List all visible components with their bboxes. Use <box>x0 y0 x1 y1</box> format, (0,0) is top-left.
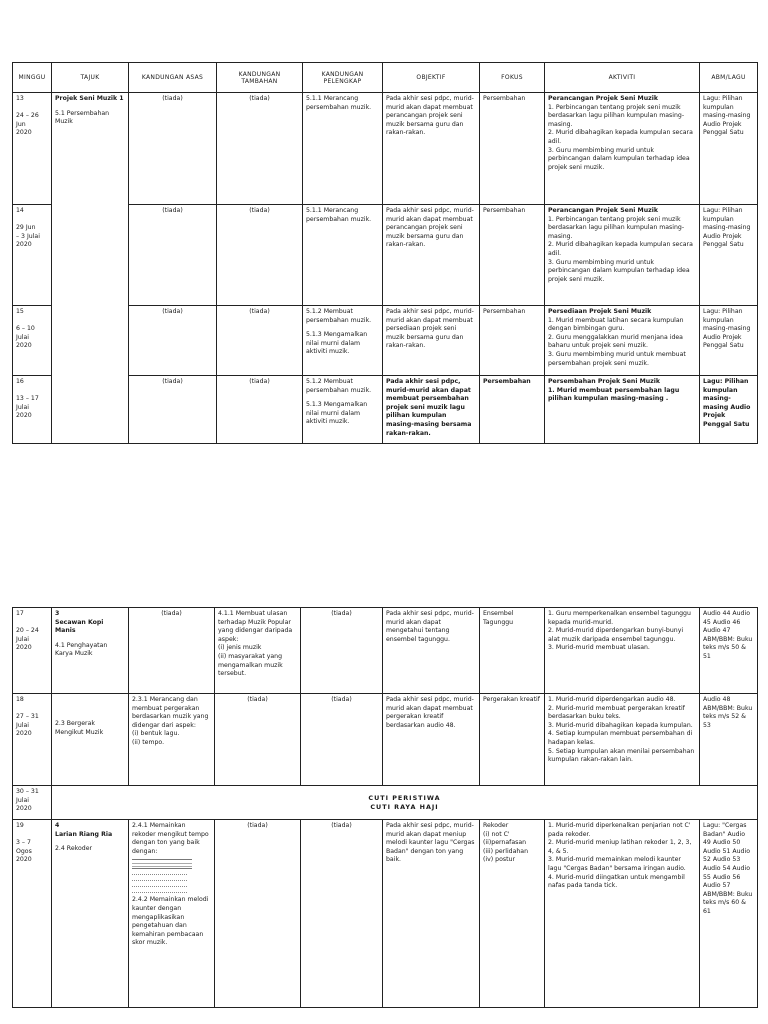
pelengkap-text: 5.1.1 Merancang persembahan muzik. <box>306 95 372 111</box>
cell-minggu <box>13 786 52 820</box>
minggu-text <box>16 216 48 225</box>
aktiviti-text: 1. Guru memperkenalkan ensembel tagunggu kepada murid-murid. <box>548 610 691 626</box>
cell-fokus <box>480 820 545 1008</box>
minggu-text: 2020 <box>16 342 32 350</box>
aktiviti-title: Persediaan Projek Seni Muzik <box>548 308 652 315</box>
header-tajuk: TAJUK <box>52 63 129 93</box>
fokus-text: (iii) perlidahan <box>483 847 529 855</box>
fokus-text: Pergerakan kreatif <box>483 696 540 703</box>
tajuk-text: 2.4 Rekoder <box>55 845 93 853</box>
cell-objektif <box>383 306 480 376</box>
minggu-text: 13 <box>16 95 24 102</box>
cell-objektif <box>383 608 480 694</box>
table-row <box>13 93 758 205</box>
cell-fokus <box>480 608 545 694</box>
aktiviti-text: 1. Perbincangan tentang projek seni muzik berdasarkan lagu pilihan kumpulan masing-masing. <box>548 215 685 240</box>
table-row <box>13 608 758 694</box>
cell-aktiviti <box>545 608 700 694</box>
abm-text: Audio 48 ABM/BBM: Buku teks m/s 52 & 53 <box>703 696 753 729</box>
minggu-text: 19 <box>16 822 24 829</box>
aktiviti-text: 1. Murid-murid diperkenalkan penjarian not C' pada rekoder. <box>548 822 691 838</box>
cell-abm-lagu <box>700 608 758 694</box>
fokus-text: (ii)pernafasan <box>483 839 527 847</box>
aktiviti-text: 2. Guru menggalakkan murid menjana idea baharu untuk projek seni muzik. <box>548 333 683 350</box>
cell-objektif <box>383 93 480 205</box>
aktiviti-text: 4. Setiap kumpulan membuat persembahan di hadapan kelas. <box>548 730 693 746</box>
header-aktiviti: AKTIVITI <box>545 63 700 93</box>
header-objektif: OBJEKTIF <box>383 63 480 93</box>
pelengkap-text: 5.1.3 Mengamalkan nilai murni dalam aktiviti muzik. <box>306 331 368 356</box>
aktiviti-text: 3. Guru membimbing murid untuk perbincangan dalam kumpulan terhadap idea projek seni muzik. <box>548 258 690 283</box>
cell-tajuk <box>52 93 129 444</box>
minggu-text <box>16 104 48 113</box>
fokus-text: Rekoder <box>483 822 509 829</box>
cell-kandungan-pelengkap <box>303 306 383 376</box>
header-kandungan-pelengkap: KANDUNGAN PELENGKAP <box>303 63 383 93</box>
cell-kandungan-pelengkap <box>303 376 383 444</box>
tajuk-title: Larian Riang Ria <box>55 830 113 838</box>
cell-cuti <box>52 786 758 820</box>
aktiviti-text: 5. Setiap kumpulan akan menilai persembahan kumpulan rakan-rakan lain. <box>548 747 695 764</box>
tambahan-text: (tiada) <box>247 696 268 703</box>
fokus-text: Persembahan <box>483 308 526 315</box>
minggu-text: 18 <box>16 696 24 703</box>
minggu-text: 30 – 31 <box>16 788 39 795</box>
cell-objektif <box>383 205 480 306</box>
aktiviti-text: 2. Murid dibahagikan kepada kumpulan secara adil. <box>548 241 693 257</box>
asas-text: (tiada) <box>162 308 183 315</box>
aktiviti-text: 3. Murid-murid dibahagikan kepada kumpulan. <box>548 721 693 729</box>
fokus-text: (iv) postur <box>483 856 516 864</box>
abm-text: Lagu: Pilihan kumpulan masing-masing Audio Projek Penggal Satu <box>703 378 751 428</box>
minggu-text: 2020 <box>16 805 32 813</box>
tambahan-text: (tiada) <box>249 378 270 385</box>
cell-aktiviti <box>545 93 700 205</box>
aktiviti-text: 3. Murid-murid membuat ulasan. <box>548 644 650 652</box>
cell-abm-lagu <box>700 694 758 786</box>
cell-kandungan-asas <box>129 694 215 786</box>
objektif-text: Pada akhir sesi pdpc, murid-murid akan dapat meniup melodi kaunter lagu "Cergas Badan" dengan ton yang baik. <box>386 822 475 864</box>
objektif-text: Pada akhir sesi pdpc, murid-murid akan dapat mengetahui tentang ensembel tagunggu. <box>386 610 474 643</box>
tambahan-text: (tiada) <box>249 308 270 315</box>
minggu-text: 15 <box>16 308 24 315</box>
cell-abm-lagu <box>700 306 758 376</box>
tajuk-number: 3 <box>55 610 60 617</box>
aktiviti-text: 3. Guru membimbing murid untuk perbincangan dalam kumpulan terhadap idea projek seni muzik. <box>548 146 690 171</box>
minggu-text: Ogos <box>16 847 32 855</box>
minggu-text: 2020 <box>16 241 32 249</box>
cell-fokus <box>480 205 545 306</box>
cell-kandungan-tambahan <box>215 694 301 786</box>
cell-minggu <box>13 306 52 376</box>
cell-fokus <box>480 93 545 205</box>
cell-aktiviti <box>545 694 700 786</box>
minggu-text: 17 <box>16 610 24 617</box>
cell-aktiviti <box>545 376 700 444</box>
aktiviti-text: 2. Murid dibahagikan kepada kumpulan secara adil. <box>548 129 693 145</box>
aktiviti-text: 1. Murid membuat persembahan lagu pilihan kumpulan masing-masing . <box>548 386 680 403</box>
cell-kandungan-pelengkap <box>303 205 383 306</box>
aktiviti-title: Persembahan Projek Seni Muzik <box>548 378 661 385</box>
minggu-text <box>16 705 48 714</box>
header-kandungan-tambahan: KANDUNGAN TAMBAHAN <box>217 63 303 93</box>
cell-minggu <box>13 694 52 786</box>
cuti-text: CUTI PERISTIWA <box>368 793 441 802</box>
minggu-text: 29 Jun <box>16 224 36 232</box>
cell-fokus <box>480 376 545 444</box>
cell-kandungan-asas <box>129 376 217 444</box>
minggu-text: 20 – 24 <box>16 627 39 635</box>
minggu-text: – 3 Julai <box>16 232 40 240</box>
asas-text: 2.4.2 Memainkan melodi kaunter dengan mengaplikasikan pengetahuan dan kemahiran pembacaan skor muzik. <box>132 896 209 947</box>
aktiviti-text: 1. Murid-murid diperdengarkan audio 48. <box>548 696 676 703</box>
pelengkap-text: 5.1.1 Merancang persembahan muzik. <box>306 207 372 223</box>
minggu-text <box>16 317 48 326</box>
tajuk-number: 4 <box>55 822 60 829</box>
aktiviti-text: 4. Murid-murid diingatkan untuk mengambil nafas pada tanda tick. <box>548 873 685 890</box>
minggu-text: 2020 <box>16 730 32 738</box>
asas-text: (ii) tempo. <box>132 738 165 746</box>
aktiviti-title: Perancangan Projek Seni Muzik <box>548 95 658 102</box>
minggu-text: 2020 <box>16 129 32 137</box>
tajuk-text: 2.3 Bergerak Mengikut Muzik <box>55 720 104 736</box>
cell-kandungan-pelengkap <box>301 820 383 1008</box>
score-text-line <box>132 889 187 893</box>
aktiviti-text: 2. Murid-murid membuat pergerakan kreatif berdasarkan buku teks. <box>548 704 685 721</box>
cuti-row <box>13 786 758 820</box>
cell-kandungan-pelengkap <box>301 608 383 694</box>
asas-text: (tiada) <box>162 207 183 214</box>
fokus-text: (i) not C' <box>483 830 510 838</box>
fokus-text: Persembahan <box>483 207 526 214</box>
cell-aktiviti <box>545 306 700 376</box>
minggu-text <box>16 387 48 396</box>
minggu-text: 16 <box>16 378 24 385</box>
pelengkap-text: (tiada) <box>331 822 352 829</box>
pelengkap-text: 5.1.3 Mengamalkan nilai murni dalam aktiviti muzik. <box>306 401 368 426</box>
minggu-text <box>16 831 48 840</box>
cell-minggu <box>13 376 52 444</box>
minggu-text: 13 – 17 <box>16 395 39 403</box>
minggu-text: 3 – 7 <box>16 839 31 847</box>
table-row <box>13 820 758 1008</box>
minggu-text: Julai <box>16 333 29 341</box>
tajuk-text: 5.1 Persembahan Muzik <box>55 109 110 126</box>
pelengkap-text: 5.1.2 Membuat persembahan muzik. <box>306 308 372 324</box>
score-text-line <box>132 877 187 881</box>
minggu-text: 2020 <box>16 856 32 864</box>
staff-lines <box>132 859 192 869</box>
cell-objektif <box>383 694 480 786</box>
asas-text: (i) bentuk lagu. <box>132 730 180 738</box>
header-fokus: FOKUS <box>480 63 545 93</box>
tambahan-text: (tiada) <box>249 95 270 102</box>
tajuk-title: Secawan Kopi Manis <box>55 618 104 635</box>
table-row <box>13 694 758 786</box>
cell-kandungan-tambahan <box>217 93 303 205</box>
minggu-text: 27 – 31 <box>16 713 39 721</box>
tajuk-title: Projek Seni Muzik 1 <box>55 95 124 102</box>
cell-abm-lagu <box>700 820 758 1008</box>
abm-text: Lagu: Pilihan kumpulan masing-masing Audio Projek Penggal Satu <box>703 308 751 350</box>
aktiviti-text: 1. Murid membuat latihan secara kumpulan dengan bimbingan guru. <box>548 316 684 333</box>
cell-objektif <box>383 820 480 1008</box>
music-score-image <box>132 859 192 893</box>
aktiviti-text: 2. Murid-murid diperdengarkan bunyi-bunyi alat muzik daripada ensembel tagunggu. <box>548 627 684 643</box>
aktiviti-text: 2. Murid-murid meniup latihan rekoder 1, 2, 3, 4, & 5. <box>548 839 692 855</box>
tambahan-text: 4.1.1 Membuat ulasan terhadap Muzik Popular yang didengar daripada aspek: <box>218 610 293 643</box>
tambahan-text: (tiada) <box>247 822 268 829</box>
cell-objektif <box>383 376 480 444</box>
pelengkap-text: (tiada) <box>331 610 352 617</box>
tambahan-text: (tiada) <box>249 207 270 214</box>
cell-kandungan-asas <box>129 820 215 1008</box>
cell-minggu <box>13 205 52 306</box>
asas-text: 2.4.1 Memainkan rekoder mengikut tempo dengan ton yang baik dengan: <box>132 822 209 855</box>
aktiviti-text: 3. Murid-murid memainkan melodi kaunter lagu "Cergas Badan" bersama iringan audio. <box>548 856 686 872</box>
cell-kandungan-tambahan <box>215 820 301 1008</box>
cell-abm-lagu <box>700 205 758 306</box>
header-kandungan-asas: KANDUNGAN ASAS <box>129 63 217 93</box>
cell-aktiviti <box>545 820 700 1008</box>
header-abm-lagu: ABM/LAGU <box>700 63 758 93</box>
minggu-text: 2020 <box>16 644 32 652</box>
cell-kandungan-tambahan <box>217 205 303 306</box>
abm-text: Lagu: Pilihan kumpulan masing-masing Audio Projek Penggal Satu <box>703 207 751 249</box>
minggu-text: 14 <box>16 207 24 214</box>
minggu-text: 6 – 10 <box>16 325 35 333</box>
minggu-text: 24 – 26 <box>16 112 39 120</box>
tambahan-text: (i) jenis muzik <box>218 644 262 652</box>
asas-text: (tiada) <box>161 610 182 617</box>
cell-abm-lagu <box>700 376 758 444</box>
pelengkap-text: (tiada) <box>331 696 352 703</box>
minggu-text: 2020 <box>16 412 32 420</box>
rpt-table-page-2 <box>12 607 758 1008</box>
fokus-text: Persembahan <box>483 95 526 102</box>
rpt-table-page-1 <box>12 62 758 444</box>
objektif-text: Pada akhir sesi pdpc, murid-murid akan dapat membuat persediaan projek seni muzik bersama guru dan rakan-rakan. <box>386 308 474 350</box>
cell-kandungan-tambahan <box>217 376 303 444</box>
tambahan-text: (ii) masyarakat yang mengamalkan muzik tersebut. <box>218 652 283 678</box>
objektif-text: Pada akhir sesi pdpc, murid-murid akan dapat membuat perancangan projek seni muzik bersama guru dan rakan-rakan. <box>386 207 474 249</box>
abm-text: Audio 44 Audio 45 Audio 46 Audio 47 ABM/BBM: Buku teks m/s 50 & 51 <box>703 610 753 660</box>
minggu-text: Jun <box>16 120 26 128</box>
cell-minggu <box>13 608 52 694</box>
minggu-text: Julai <box>16 721 29 729</box>
objektif-text: Pada akhir sesi pdpc, murid-murid akan dapat membuat persembahan projek seni muzik lagu pilihan kumpulan masing-masing bersama rakan-rakan. <box>386 378 472 437</box>
cell-kandungan-asas <box>129 93 217 205</box>
cell-kandungan-asas <box>129 608 215 694</box>
cell-kandungan-pelengkap <box>301 694 383 786</box>
header-row <box>13 63 758 93</box>
abm-text: Lagu: "Cergas Badan" Audio 49 Audio 50 Audio 51 Audio 52 Audio 53 Audio 54 Audio 55 Audio 56 Audio 57 ABM/BBM: Buku teks m/s 60 & 61 <box>703 822 753 915</box>
abm-text: Lagu: Pilihan kumpulan masing-masing Audio Projek Penggal Satu <box>703 95 751 137</box>
tajuk-text: 4.1 Penghayatan Karya Muzik <box>55 641 108 658</box>
score-text-line <box>132 871 187 875</box>
aktiviti-title: Perancangan Projek Seni Muzik <box>548 207 658 214</box>
cell-aktiviti <box>545 205 700 306</box>
minggu-text: Julai <box>16 403 29 411</box>
cell-tajuk <box>52 608 129 694</box>
asas-text: (tiada) <box>162 95 183 102</box>
score-text-line <box>132 883 187 887</box>
cell-kandungan-tambahan <box>217 306 303 376</box>
cell-minggu <box>13 820 52 1008</box>
cell-fokus <box>480 306 545 376</box>
aktiviti-text: 1. Perbincangan tentang projek seni muzik berdasarkan lagu pilihan kumpulan masing-masing. <box>548 103 685 128</box>
asas-text: 2.3.1 Merancang dan membuat pergerakan berdasarkan muzik yang didengar dari aspek: <box>132 696 209 729</box>
cell-tajuk <box>52 820 129 1008</box>
objektif-text: Pada akhir sesi pdpc, murid-murid akan dapat membuat perancangan projek seni muzik bersama guru dan rakan-rakan. <box>386 95 474 137</box>
cell-fokus <box>480 694 545 786</box>
fokus-text: Persembahan <box>483 378 531 385</box>
aktiviti-text: 3. Guru membimbing murid untuk membuat persembahan projek seni muzik. <box>548 350 686 367</box>
header-minggu: MINGGU <box>13 63 52 93</box>
cell-kandungan-asas <box>129 205 217 306</box>
cell-abm-lagu <box>700 93 758 205</box>
objektif-text: Pada akhir sesi pdpc, murid-murid akan dapat membuat pergerakan kreatif berdasarkan audio 48. <box>386 696 474 729</box>
cuti-text: CUTI RAYA HAJI <box>370 802 439 811</box>
minggu-text <box>16 619 48 628</box>
cell-kandungan-tambahan <box>215 608 301 694</box>
cell-minggu <box>13 93 52 205</box>
pelengkap-text: 5.1.2 Membuat persembahan muzik. <box>306 378 372 394</box>
asas-text: (tiada) <box>162 378 183 385</box>
cell-tajuk <box>52 694 129 786</box>
fokus-text: Ensembel Tagunggu <box>483 610 514 626</box>
minggu-text: Julai <box>16 635 29 643</box>
minggu-text: Julai <box>16 796 29 804</box>
cell-kandungan-pelengkap <box>303 93 383 205</box>
cell-kandungan-asas <box>129 306 217 376</box>
